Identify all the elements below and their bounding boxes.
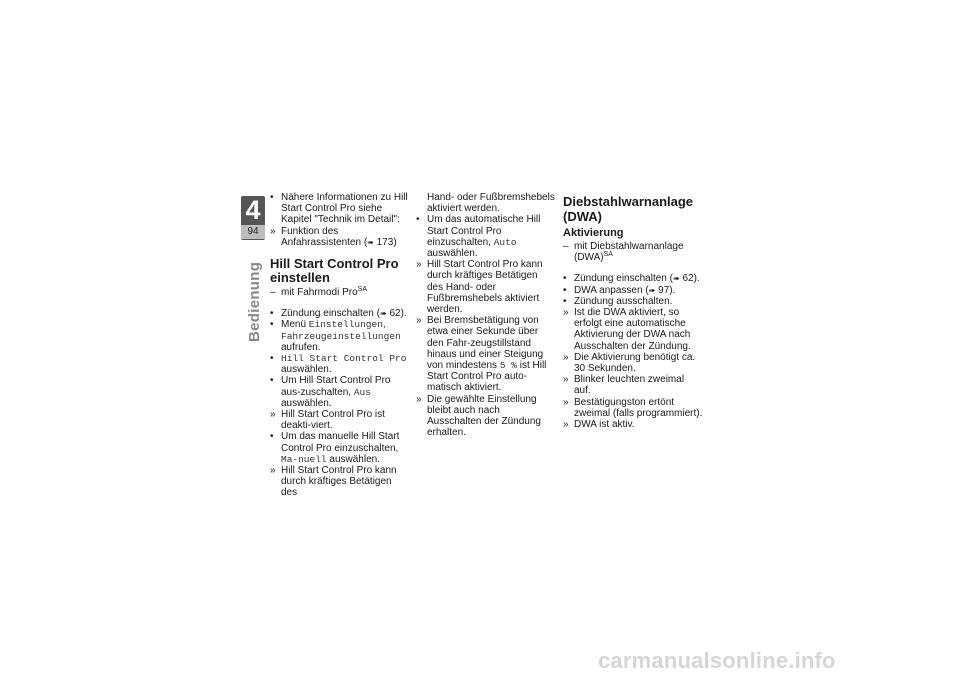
list-item-text	[427, 214, 540, 259]
list-item-text	[281, 375, 390, 408]
text-run: Hand- oder Fußbremshebels aktiviert werden.	[427, 192, 555, 215]
list-item-text	[574, 307, 691, 352]
list-marker: •	[563, 273, 567, 285]
list-marker: »	[270, 409, 276, 421]
list-item	[270, 319, 410, 353]
sa-marker: SA	[357, 286, 368, 294]
text-run: Funktion des Anfahrassistenten (	[281, 225, 368, 248]
list-marker: »	[563, 307, 569, 319]
list-item-text	[281, 431, 399, 464]
list-marker: »	[416, 315, 422, 327]
list-item	[563, 397, 703, 419]
watermark: carmanualsonline.info	[598, 648, 836, 673]
list-marker: »	[563, 351, 569, 363]
column-2	[416, 192, 556, 438]
text-run: auswählen.	[281, 397, 332, 409]
text-run: ).	[669, 284, 676, 296]
list-item-text	[427, 259, 543, 315]
text-run: Bei Bremsbetätigung von etwa einer Sekunde über den Fahr-zeugstillstand hinaus und einer Steigung von mindestens	[427, 315, 544, 372]
list-item-text	[574, 419, 635, 430]
list-item-text	[281, 353, 406, 375]
text-run: Die gewählte Einstellung bleibt auch nach Ausschalten der Zündung erhalten.	[427, 393, 541, 439]
text-run: aufrufen.	[281, 341, 321, 353]
display-text: Hill Start Control Pro	[281, 353, 407, 365]
page-reference: 62	[679, 273, 694, 285]
section-label: Bedienung	[246, 261, 263, 342]
display-text: Aus	[353, 386, 371, 398]
list-item-text	[574, 296, 672, 307]
list-item	[270, 465, 410, 499]
list-marker: »	[416, 259, 422, 271]
dash-marker: –	[270, 287, 276, 299]
list-item-text	[574, 273, 700, 284]
list-marker: »	[563, 419, 569, 431]
list-item-text	[574, 352, 695, 374]
page-reference-arrow-icon: ➠	[672, 274, 680, 284]
text-run: Hill Start Control Pro kann durch kräftiges Betätigen des Hand- oder Fußbremshebels aktiviert werden.	[427, 259, 543, 316]
list-item	[563, 374, 703, 396]
instruction-list	[563, 273, 703, 430]
sa-marker: SA	[603, 251, 613, 259]
text-run: ist Hill Start Control Pro auto-matisch aktiviert.	[427, 360, 547, 394]
requirement-text: mit Diebstahlwarnanlage (DWA)	[574, 241, 684, 264]
top-list	[270, 192, 410, 248]
text-run: DWA anpassen (	[574, 284, 649, 296]
list-item	[563, 352, 703, 374]
page-reference: 173	[373, 236, 394, 248]
list-item	[270, 308, 410, 319]
page-reference-arrow-icon: ➠	[379, 309, 387, 319]
list-item	[416, 259, 556, 315]
text-run: ,	[382, 319, 386, 331]
list-item	[270, 353, 410, 375]
list-item-text	[281, 319, 401, 352]
list-item-text	[427, 394, 541, 439]
list-item	[270, 375, 410, 409]
text-run: Um Hill Start Control Pro aus-zuschalten,	[281, 375, 391, 398]
requirement	[563, 241, 703, 263]
text-run: Die Aktivierung benötigt ca. 30 Sekunden.	[574, 351, 696, 375]
text-run: Blinker leuchten zweimal auf.	[574, 374, 685, 397]
text-run: Menü	[281, 319, 309, 331]
text-run: )	[393, 236, 397, 248]
text-run: Bestätigungston ertönt zweimal (falls programmiert).	[574, 396, 703, 419]
instruction-list	[270, 308, 410, 498]
list-item-text	[281, 308, 407, 319]
text-run: Zündung einschalten (	[281, 308, 380, 320]
text-run: Zündung ausschalten.	[574, 295, 673, 307]
list-item-text	[281, 192, 408, 225]
display-text: Einstellungen	[308, 319, 383, 331]
text-run: DWA ist aktiv.	[574, 419, 635, 431]
list-marker: •	[270, 375, 274, 387]
instruction-list	[416, 192, 556, 438]
chapter-number: 4	[245, 195, 261, 225]
page-reference: 97	[655, 284, 670, 296]
list-item-text	[427, 315, 546, 393]
text-run: Um das manuelle Hill Start Control Pro einzuschalten,	[281, 431, 400, 454]
list-item	[563, 307, 703, 352]
list-item	[416, 192, 556, 214]
list-item	[270, 192, 410, 226]
list-item	[416, 315, 556, 393]
list-item	[416, 394, 556, 439]
page-reference: 62	[386, 308, 401, 320]
display-text: Fahrzeugeinstellungen	[281, 330, 401, 342]
list-item	[563, 273, 703, 284]
list-item	[270, 431, 410, 465]
list-marker: »	[563, 396, 569, 408]
text-run: Hill Start Control Pro kann durch kräftiges Betätigen des	[281, 465, 397, 499]
dash-marker: –	[563, 241, 569, 252]
text-run: Hill Start Control Pro ist deakti-viert.	[281, 409, 385, 432]
text-run: ).	[400, 308, 407, 320]
page-number: 94	[241, 225, 265, 239]
display-text: Ma-nuell	[281, 453, 327, 465]
requirement	[270, 287, 410, 298]
list-marker: »	[270, 225, 276, 237]
chapter-tab	[241, 196, 265, 240]
list-item	[563, 285, 703, 296]
text-run: auswählen.	[427, 248, 478, 260]
list-item	[563, 296, 703, 307]
section-heading: Hill Start Control Pro einstellen	[270, 256, 399, 286]
text-run: Nähere Informationen zu Hill Start Control Pro siehe Kapitel "Technik im Detail":	[281, 192, 408, 226]
list-marker: •	[416, 214, 420, 226]
display-text: 5 %	[499, 360, 517, 372]
section-heading: Diebstahlwarnanlage (DWA)	[563, 194, 694, 224]
column-3	[563, 192, 703, 430]
text-run: auswählen.	[326, 453, 380, 465]
text-run: auswählen.	[281, 364, 332, 376]
list-item-text	[574, 285, 675, 296]
display-text: Auto	[493, 236, 517, 248]
list-item-text	[427, 192, 555, 214]
list-marker: •	[270, 353, 274, 365]
list-item-text	[281, 226, 397, 248]
text-run: Um das automatische Hill Start Control Pro einzuschalten,	[427, 214, 541, 248]
page-reference-arrow-icon: ➠	[648, 285, 656, 295]
list-marker: •	[563, 295, 567, 307]
list-item	[563, 419, 703, 430]
list-item-text	[281, 465, 397, 498]
list-item-text	[574, 397, 702, 419]
list-item	[270, 226, 410, 248]
column-1	[270, 192, 410, 499]
list-item	[416, 214, 556, 259]
list-marker: •	[270, 308, 274, 320]
list-marker: •	[270, 319, 274, 331]
list-marker: »	[416, 393, 422, 405]
requirement-text: mit Fahrmodi Pro	[281, 287, 358, 299]
list-item	[270, 409, 410, 431]
list-marker: •	[270, 431, 274, 443]
list-marker: •	[563, 284, 567, 296]
text-run: ).	[693, 273, 700, 285]
list-item-text	[574, 374, 684, 396]
text-run: Ist die DWA aktiviert, so erfolgt eine automatische Aktivierung der DWA nach Ausschalten der Zündung.	[574, 307, 691, 352]
subsection-heading: Aktivierung	[563, 227, 624, 239]
list-item-text	[281, 409, 385, 431]
list-marker: »	[563, 374, 569, 386]
page-reference-arrow-icon: ➠	[367, 237, 374, 247]
list-marker: •	[270, 192, 274, 203]
list-marker: »	[270, 465, 276, 477]
text-run: Zündung einschalten (	[574, 273, 673, 285]
